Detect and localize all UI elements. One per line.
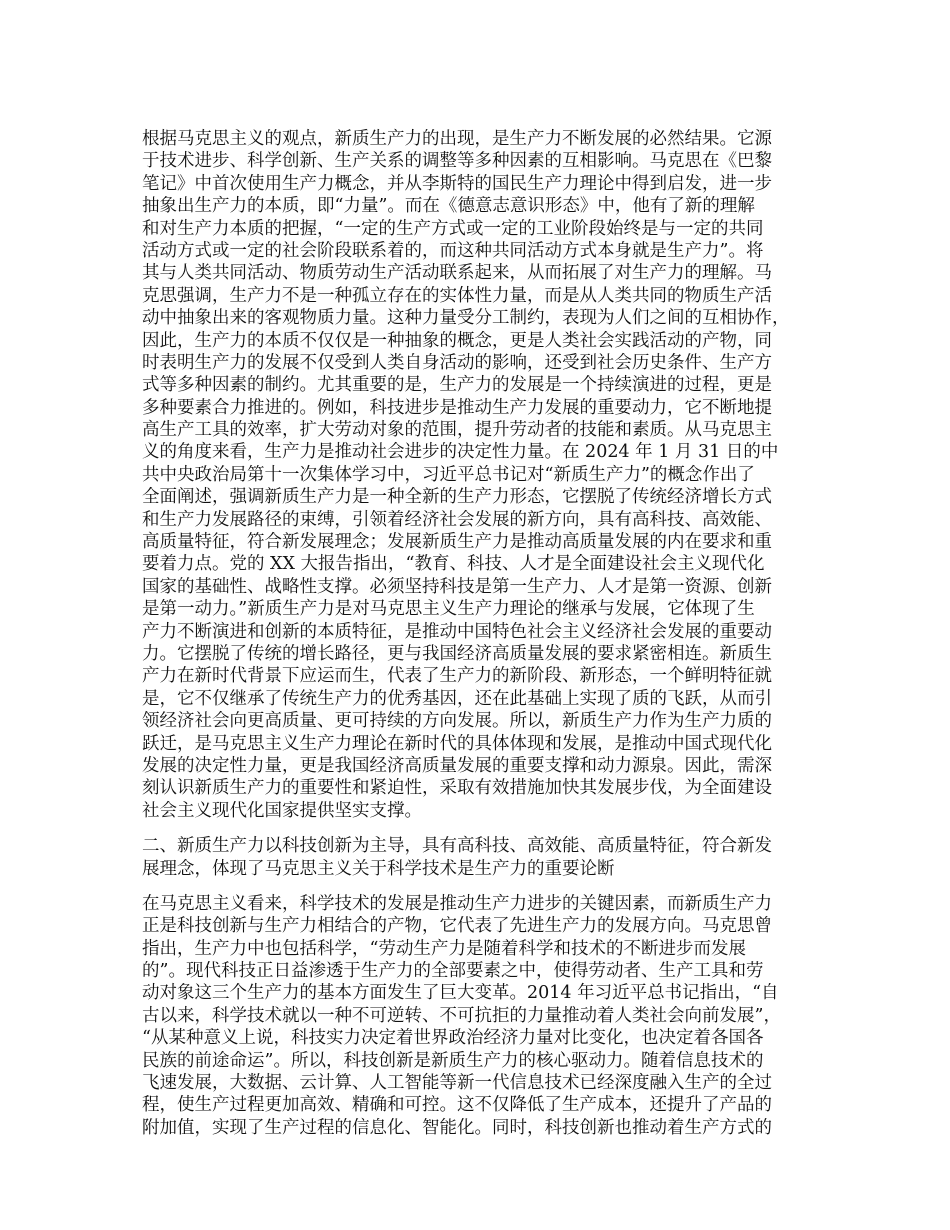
- text-line: 正是科技创新与生产力相结合的产物，它代表了先进生产力的发展方向。马克思曾: [142, 916, 772, 937]
- text-line: 和生产力发展路径的束缚，引领着经济社会发展的新方向，具有高科技、高效能、: [142, 509, 772, 530]
- text-line: 民族的前途命运”。所以，科技创新是新质生产力的核心驱动力。随着信息技术的: [142, 1050, 764, 1071]
- text-line: 要着力点。党的 XX 大报告指出，“教育、科技、人才是全面建设社会主义现代化: [142, 554, 765, 575]
- text-line: 指出，生产力中也包括科学，“劳动生产力是随着科学和技术的不断进步而发展: [142, 938, 746, 959]
- text-line: 刻认识新质生产力的重要性和紧迫性，采取有效措施加快其发展步伐，为全面建设: [142, 778, 772, 799]
- text-line: 笔记》中首次使用生产力概念，并从李斯特的国民生产力理论中得到启发，进一步: [142, 173, 772, 194]
- text-line: 高质量特征，符合新发展理念；发展新质生产力是推动高质量发展的内在要求和重: [142, 532, 772, 553]
- paragraph-gap: [142, 822, 818, 835]
- text-line: 领经济社会向更高质量、更可持续的方向发展。所以，新质生产力作为生产力质的: [142, 711, 772, 732]
- document-body: [142, 128, 818, 1139]
- text-line: 于技术进步、科学创新、生产关系的调整等多种因素的互相影响。马克思在《巴黎: [142, 151, 772, 172]
- text-line: 飞速发展，大数据、云计算、人工智能等新一代信息技术已经深度融入生产的全过: [142, 1073, 772, 1094]
- text-line: 和对生产力本质的把握，“一定的生产方式或一定的工业阶段始终是与一定的共同: [142, 218, 764, 239]
- text-line: 因此，生产力的本质不仅仅是一种抽象的概念，更是人类社会实践活动的产物，同: [142, 330, 772, 351]
- text-line: 产力在新时代背景下应运而生，代表了生产力的新阶段、新形态，一个鲜明特征就: [142, 666, 772, 687]
- text-line: 是，它不仅继承了传统生产力的优秀基因，还在此基础上实现了质的飞跃，从而引: [142, 688, 772, 709]
- text-line: 的”。现代科技正日益渗透于生产力的全部要素之中，使得劳动者、生产工具和劳: [142, 961, 764, 982]
- paragraph-gap: [142, 880, 818, 893]
- text-line: 克思强调，生产力不是一种孤立存在的实体性力量，而是从人类共同的物质生产活: [142, 285, 772, 306]
- text-line: 国家的基础性、战略性支撑。必须坚持科技是第一生产力、人才是第一资源、创新: [142, 576, 772, 597]
- text-line: 二、新质生产力以科技创新为主导，具有高科技、高效能、高质量特征，符合新发: [142, 836, 772, 857]
- text-line: 动中抽象出来的客观物质力量。这种力量受分工制约，表现为人们之间的互相协作，: [142, 308, 790, 329]
- text-line: 附加值，实现了生产过程的信息化、智能化。同时，科技创新也推动着生产方式的: [142, 1117, 772, 1138]
- text-line: 根据马克思主义的观点，新质生产力的出现，是生产力不断发展的必然结果。它源: [142, 129, 772, 149]
- paragraph-science: [142, 893, 818, 1139]
- text-line: 古以来，科学技术就以一种不可逆转、不可抗拒的力量推动着人类社会向前发展”，: [142, 1005, 781, 1026]
- text-line: 全面阐述，强调新质生产力是一种全新的生产力形态，它摆脱了传统经济增长方式: [142, 487, 772, 508]
- text-line: 共中央政治局第十一次集体学习中，习近平总书记对“新质生产力”的概念作出了: [142, 464, 755, 485]
- paragraph-intro: [142, 128, 818, 822]
- text-line: 社会主义现代化国家提供坚实支撑。: [142, 800, 422, 821]
- text-line: 程，使生产过程更加高效、精确和可控。这不仅降低了生产成本，还提升了产品的: [142, 1095, 772, 1116]
- text-line: 活动方式或一定的社会阶段联系着的，而这种共同活动方式本身就是生产力”。将: [142, 240, 764, 261]
- text-line: 动对象这三个生产力的基本方面发生了巨大变革。2014 年习近平总书记指出，“自: [142, 983, 779, 1004]
- section-heading: [142, 835, 818, 880]
- text-line: 式等多种因素的制约。尤其重要的是，生产力的发展是一个持续演进的过程，更是: [142, 375, 772, 396]
- text-line: 时表明生产力的发展不仅受到人类自身活动的影响，还受到社会历史条件、生产方: [142, 352, 772, 373]
- text-line: “从某种意义上说，科技实力决定着世界政治经济力量对比变化，也决定着各国各: [142, 1028, 764, 1049]
- text-line: 是第一动力。”新质生产力是对马克思主义生产力理论的继承与发展，它体现了生: [142, 599, 755, 620]
- text-line: 在马克思主义看来，科学技术的发展是推动生产力进步的关键因素，而新质生产力: [142, 893, 772, 914]
- text-line: 义的角度来看，生产力是推动社会进步的决定性力量。在 2024 年 1 月 31 日的中: [142, 442, 779, 463]
- text-line: 高生产工具的效率，扩大劳动对象的范围，提升劳动者的技能和素质。从马克思主: [142, 420, 772, 441]
- text-line: 产力不断演进和创新的本质特征，是推动中国特色社会主义经济社会发展的重要动: [142, 621, 772, 642]
- text-line: 多种要素合力推进的。例如，科技进步是推动生产力发展的重要动力，它不断地提: [142, 397, 772, 418]
- text-line: 力。它摆脱了传统的增长路径，更与我国经济高质量发展的要求紧密相连。新质生: [142, 643, 772, 664]
- text-line: 其与人类共同活动、物质劳动生产活动联系起来，从而拓展了对生产力的理解。马: [142, 263, 772, 284]
- text-line: 跃迁，是马克思主义生产力理论在新时代的具体体现和发展，是推动中国式现代化: [142, 733, 772, 754]
- text-line: 抽象出生产力的本质，即“力量”。而在《德意志意识形态》中，他有了新的理解: [142, 196, 755, 217]
- text-line: 展理念，体现了马克思主义关于科学技术是生产力的重要论断: [142, 858, 615, 879]
- text-line: 发展的决定性力量，更是我国经济高质量发展的重要支撑和动力源泉。因此，需深: [142, 755, 772, 776]
